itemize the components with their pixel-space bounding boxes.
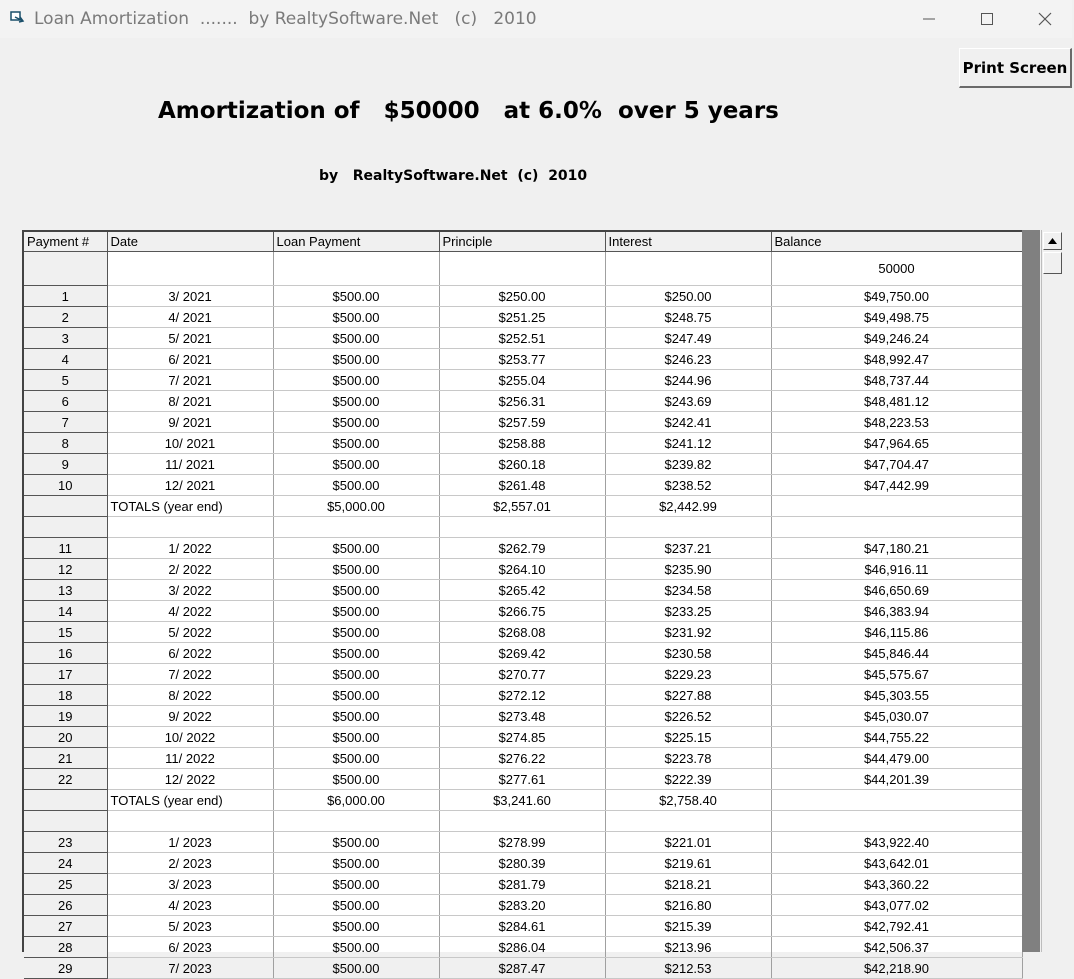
- totals-label-cell: TOTALS (year end): [107, 496, 273, 517]
- close-button[interactable]: [1016, 0, 1074, 38]
- table-row: [24, 916, 1022, 937]
- blank-row: [24, 517, 1022, 538]
- loan-payment-cell: $500.00: [273, 391, 439, 412]
- empty-cell: [771, 517, 1022, 538]
- empty-cell: [107, 517, 273, 538]
- table-row: [24, 538, 1022, 559]
- table-row: [24, 895, 1022, 916]
- loan-payment-cell: [273, 252, 439, 286]
- payment-num-cell: 19: [24, 706, 107, 727]
- interest-cell: $242.41: [605, 412, 771, 433]
- vertical-scrollbar[interactable]: [1041, 230, 1064, 952]
- principle-cell: $280.39: [439, 853, 605, 874]
- balance-cell: $43,360.22: [771, 874, 1022, 895]
- principle-cell: $272.12: [439, 685, 605, 706]
- total-balance-cell: [771, 496, 1022, 517]
- empty-cell: [24, 811, 107, 832]
- payment-num-cell: 21: [24, 748, 107, 769]
- loan-payment-cell: $500.00: [273, 706, 439, 727]
- principle-cell: $268.08: [439, 622, 605, 643]
- date-cell: 7/ 2022: [107, 664, 273, 685]
- principle-cell: $257.59: [439, 412, 605, 433]
- payment-num-cell: 8: [24, 433, 107, 454]
- loan-payment-cell: $500.00: [273, 559, 439, 580]
- interest-cell: $223.78: [605, 748, 771, 769]
- date-cell: 9/ 2021: [107, 412, 273, 433]
- loan-payment-cell: $500.00: [273, 958, 439, 979]
- balance-cell: $44,201.39: [771, 769, 1022, 790]
- date-cell: 7/ 2021: [107, 370, 273, 391]
- date-cell: 10/ 2021: [107, 433, 273, 454]
- date-cell: 5/ 2023: [107, 916, 273, 937]
- payment-num-cell: 22: [24, 769, 107, 790]
- date-cell: 10/ 2022: [107, 727, 273, 748]
- table-row: [24, 853, 1022, 874]
- balance-cell: $46,650.69: [771, 580, 1022, 601]
- row-number-cell: [24, 252, 107, 286]
- column-header-loan-payment: Loan Payment: [273, 232, 439, 252]
- balance-cell: $42,792.41: [771, 916, 1022, 937]
- scroll-up-button[interactable]: [1043, 232, 1062, 250]
- table-row: [24, 664, 1022, 685]
- loan-payment-cell: $500.00: [273, 538, 439, 559]
- page-title: Amortization of $50000 at 6.0% over 5 years: [158, 98, 779, 124]
- total-principle-cell: $3,241.60: [439, 790, 605, 811]
- payment-num-cell: 24: [24, 853, 107, 874]
- balance-cell: $43,642.01: [771, 853, 1022, 874]
- principle-cell: $273.48: [439, 706, 605, 727]
- date-cell: 5/ 2021: [107, 328, 273, 349]
- payment-num-cell: 5: [24, 370, 107, 391]
- balance-cell: $47,964.65: [771, 433, 1022, 454]
- loan-payment-cell: $500.00: [273, 853, 439, 874]
- date-cell: [107, 252, 273, 286]
- initial-balance-row: [24, 252, 1022, 286]
- total-balance-cell: [771, 790, 1022, 811]
- payment-num-cell: 29: [24, 958, 107, 979]
- principle-cell: $283.20: [439, 895, 605, 916]
- empty-cell: [439, 517, 605, 538]
- loan-payment-cell: $500.00: [273, 832, 439, 853]
- title-bar: [0, 0, 1072, 38]
- date-cell: 6/ 2022: [107, 643, 273, 664]
- loan-payment-cell: $500.00: [273, 601, 439, 622]
- interest-cell: $216.80: [605, 895, 771, 916]
- loan-payment-cell: $500.00: [273, 454, 439, 475]
- loan-payment-cell: $500.00: [273, 475, 439, 496]
- table-row: [24, 370, 1022, 391]
- column-header-principle: Principle: [439, 232, 605, 252]
- principle-cell: $253.77: [439, 349, 605, 370]
- interest-cell: $243.69: [605, 391, 771, 412]
- balance-cell: $46,115.86: [771, 622, 1022, 643]
- principle-cell: $270.77: [439, 664, 605, 685]
- principle-cell: $262.79: [439, 538, 605, 559]
- table-row: [24, 475, 1022, 496]
- totals-row: [24, 790, 1022, 811]
- table-row: [24, 433, 1022, 454]
- balance-cell: $46,916.11: [771, 559, 1022, 580]
- principle-cell: $269.42: [439, 643, 605, 664]
- principle-cell: $260.18: [439, 454, 605, 475]
- empty-cell: [273, 811, 439, 832]
- principle-cell: $265.42: [439, 580, 605, 601]
- payment-num-cell: 18: [24, 685, 107, 706]
- payment-num-cell: 17: [24, 664, 107, 685]
- table-row: [24, 307, 1022, 328]
- column-header-date: Date: [107, 232, 273, 252]
- date-cell: 11/ 2021: [107, 454, 273, 475]
- interest-cell: $239.82: [605, 454, 771, 475]
- payment-num-cell: 20: [24, 727, 107, 748]
- interest-cell: $230.58: [605, 643, 771, 664]
- table-row: [24, 874, 1022, 895]
- interest-cell: $221.01: [605, 832, 771, 853]
- interest-cell: $250.00: [605, 286, 771, 307]
- balance-cell: $45,303.55: [771, 685, 1022, 706]
- empty-cell: [605, 811, 771, 832]
- date-cell: 4/ 2021: [107, 307, 273, 328]
- close-icon: [1038, 12, 1052, 26]
- balance-cell: $44,755.22: [771, 727, 1022, 748]
- scroll-thumb[interactable]: [1043, 252, 1062, 274]
- row-number-cell: [24, 496, 107, 517]
- payment-num-cell: 7: [24, 412, 107, 433]
- balance-cell: $48,481.12: [771, 391, 1022, 412]
- interest-cell: $225.15: [605, 727, 771, 748]
- table-row: [24, 391, 1022, 412]
- minimize-icon: [922, 12, 936, 26]
- balance-cell: $49,246.24: [771, 328, 1022, 349]
- interest-cell: [605, 252, 771, 286]
- balance-cell: $42,218.90: [771, 958, 1022, 979]
- balance-cell: $48,223.53: [771, 412, 1022, 433]
- grid-dark-strip: [1022, 230, 1040, 952]
- principle-cell: $286.04: [439, 937, 605, 958]
- interest-cell: $226.52: [605, 706, 771, 727]
- total-interest-cell: $2,758.40: [605, 790, 771, 811]
- date-cell: 6/ 2021: [107, 349, 273, 370]
- interest-cell: $248.75: [605, 307, 771, 328]
- interest-cell: $218.21: [605, 874, 771, 895]
- loan-payment-cell: $500.00: [273, 622, 439, 643]
- balance-cell: $47,442.99: [771, 475, 1022, 496]
- balance-cell: $46,383.94: [771, 601, 1022, 622]
- total-payment-cell: $5,000.00: [273, 496, 439, 517]
- loan-payment-cell: $500.00: [273, 916, 439, 937]
- date-cell: 2/ 2023: [107, 853, 273, 874]
- payment-num-cell: 11: [24, 538, 107, 559]
- balance-cell: $49,498.75: [771, 307, 1022, 328]
- date-cell: 11/ 2022: [107, 748, 273, 769]
- payment-num-cell: 1: [24, 286, 107, 307]
- empty-cell: [273, 517, 439, 538]
- principle-cell: $281.79: [439, 874, 605, 895]
- payment-num-cell: 28: [24, 937, 107, 958]
- table-row: [24, 937, 1022, 958]
- interest-cell: $231.92: [605, 622, 771, 643]
- column-header-interest: Interest: [605, 232, 771, 252]
- principle-cell: $276.22: [439, 748, 605, 769]
- date-cell: 3/ 2021: [107, 286, 273, 307]
- balance-cell: $44,479.00: [771, 748, 1022, 769]
- principle-cell: $261.48: [439, 475, 605, 496]
- table-row: [24, 622, 1022, 643]
- principle-cell: [439, 252, 605, 286]
- table-row: [24, 454, 1022, 475]
- loan-payment-cell: $500.00: [273, 370, 439, 391]
- total-payment-cell: $6,000.00: [273, 790, 439, 811]
- principle-cell: $252.51: [439, 328, 605, 349]
- table-row: [24, 349, 1022, 370]
- principle-cell: $264.10: [439, 559, 605, 580]
- balance-cell: $48,992.47: [771, 349, 1022, 370]
- totals-row: [24, 496, 1022, 517]
- principle-cell: $287.47: [439, 958, 605, 979]
- maximize-icon: [980, 12, 994, 26]
- date-cell: 3/ 2022: [107, 580, 273, 601]
- payment-num-cell: 16: [24, 643, 107, 664]
- interest-cell: $247.49: [605, 328, 771, 349]
- column-header-balance: Balance: [771, 232, 1022, 252]
- date-cell: 6/ 2023: [107, 937, 273, 958]
- payment-num-cell: 26: [24, 895, 107, 916]
- loan-payment-cell: $500.00: [273, 328, 439, 349]
- date-cell: 8/ 2021: [107, 391, 273, 412]
- balance-cell: $47,180.21: [771, 538, 1022, 559]
- table-row: [24, 643, 1022, 664]
- interest-cell: $235.90: [605, 559, 771, 580]
- empty-cell: [24, 517, 107, 538]
- totals-label-cell: TOTALS (year end): [107, 790, 273, 811]
- empty-cell: [771, 811, 1022, 832]
- balance-cell: $45,575.67: [771, 664, 1022, 685]
- interest-cell: $246.23: [605, 349, 771, 370]
- byline: by RealtySoftware.Net (c) 2010: [319, 168, 588, 184]
- date-cell: 4/ 2023: [107, 895, 273, 916]
- loan-payment-cell: $500.00: [273, 748, 439, 769]
- interest-cell: $229.23: [605, 664, 771, 685]
- loan-payment-cell: $500.00: [273, 433, 439, 454]
- empty-cell: [605, 517, 771, 538]
- payment-num-cell: 12: [24, 559, 107, 580]
- empty-cell: [439, 811, 605, 832]
- balance-cell: $45,846.44: [771, 643, 1022, 664]
- payment-num-cell: 15: [24, 622, 107, 643]
- payment-num-cell: 14: [24, 601, 107, 622]
- principle-cell: $266.75: [439, 601, 605, 622]
- payment-num-cell: 4: [24, 349, 107, 370]
- column-header-payment-num: Payment #: [24, 232, 107, 252]
- loan-payment-cell: $500.00: [273, 412, 439, 433]
- interest-cell: $237.21: [605, 538, 771, 559]
- loan-payment-cell: $500.00: [273, 286, 439, 307]
- payment-num-cell: 6: [24, 391, 107, 412]
- principle-cell: $277.61: [439, 769, 605, 790]
- interest-cell: $241.12: [605, 433, 771, 454]
- table-row: [24, 748, 1022, 769]
- loan-payment-cell: $500.00: [273, 307, 439, 328]
- loan-payment-cell: $500.00: [273, 580, 439, 601]
- app-icon: [10, 11, 24, 23]
- loan-payment-cell: $500.00: [273, 937, 439, 958]
- principle-cell: $255.04: [439, 370, 605, 391]
- table-header-row: [24, 232, 1022, 252]
- date-cell: 1/ 2022: [107, 538, 273, 559]
- interest-cell: $227.88: [605, 685, 771, 706]
- total-principle-cell: $2,557.01: [439, 496, 605, 517]
- balance-cell: $43,077.02: [771, 895, 1022, 916]
- loan-payment-cell: $500.00: [273, 664, 439, 685]
- interest-cell: $213.96: [605, 937, 771, 958]
- date-cell: 12/ 2022: [107, 769, 273, 790]
- interest-cell: $222.39: [605, 769, 771, 790]
- minimize-button[interactable]: [900, 0, 958, 38]
- date-cell: 12/ 2021: [107, 475, 273, 496]
- balance-cell: $49,750.00: [771, 286, 1022, 307]
- principle-cell: $274.85: [439, 727, 605, 748]
- principle-cell: $251.25: [439, 307, 605, 328]
- table-row: [24, 832, 1022, 853]
- interest-cell: $233.25: [605, 601, 771, 622]
- table-row: [24, 727, 1022, 748]
- table-row: [24, 706, 1022, 727]
- scroll-up-arrow-icon: [1048, 238, 1057, 244]
- date-cell: 3/ 2023: [107, 874, 273, 895]
- payment-num-cell: 3: [24, 328, 107, 349]
- date-cell: 7/ 2023: [107, 958, 273, 979]
- balance-cell: $45,030.07: [771, 706, 1022, 727]
- principle-cell: $256.31: [439, 391, 605, 412]
- principle-cell: $250.00: [439, 286, 605, 307]
- payment-num-cell: 23: [24, 832, 107, 853]
- interest-cell: $212.53: [605, 958, 771, 979]
- date-cell: 2/ 2022: [107, 559, 273, 580]
- interest-cell: $234.58: [605, 580, 771, 601]
- payment-num-cell: 2: [24, 307, 107, 328]
- date-cell: 5/ 2022: [107, 622, 273, 643]
- loan-payment-cell: $500.00: [273, 874, 439, 895]
- payment-num-cell: 25: [24, 874, 107, 895]
- table-row: [24, 328, 1022, 349]
- table-row: [24, 559, 1022, 580]
- loan-payment-cell: $500.00: [273, 727, 439, 748]
- payment-num-cell: 27: [24, 916, 107, 937]
- window-title: Loan Amortization ....... by RealtySoftware.Net (c) 2010: [34, 9, 537, 29]
- loan-payment-cell: $500.00: [273, 643, 439, 664]
- principle-cell: $278.99: [439, 832, 605, 853]
- balance-cell: $48,737.44: [771, 370, 1022, 391]
- total-interest-cell: $2,442.99: [605, 496, 771, 517]
- balance-cell: $47,704.47: [771, 454, 1022, 475]
- interest-cell: $219.61: [605, 853, 771, 874]
- table-row: [24, 286, 1022, 307]
- table-row: [24, 580, 1022, 601]
- table-row: [24, 412, 1022, 433]
- empty-cell: [107, 811, 273, 832]
- interest-cell: $215.39: [605, 916, 771, 937]
- amortization-table[interactable]: [22, 230, 1022, 976]
- date-cell: 4/ 2022: [107, 601, 273, 622]
- table-row: [24, 685, 1022, 706]
- payment-num-cell: 13: [24, 580, 107, 601]
- payment-num-cell: 10: [24, 475, 107, 496]
- payment-num-cell: 9: [24, 454, 107, 475]
- balance-cell: $43,922.40: [771, 832, 1022, 853]
- principle-cell: $258.88: [439, 433, 605, 454]
- date-cell: 9/ 2022: [107, 706, 273, 727]
- loan-payment-cell: $500.00: [273, 769, 439, 790]
- interest-cell: $244.96: [605, 370, 771, 391]
- balance-cell: $42,506.37: [771, 937, 1022, 958]
- table-row: [24, 769, 1022, 790]
- maximize-button[interactable]: [958, 0, 1016, 38]
- table-row: [24, 958, 1022, 979]
- interest-cell: $238.52: [605, 475, 771, 496]
- print-screen-button[interactable]: Print Screen: [959, 48, 1072, 88]
- blank-row: [24, 811, 1022, 832]
- row-number-cell: [24, 790, 107, 811]
- principle-cell: $284.61: [439, 916, 605, 937]
- date-cell: 1/ 2023: [107, 832, 273, 853]
- loan-payment-cell: $500.00: [273, 895, 439, 916]
- date-cell: 8/ 2022: [107, 685, 273, 706]
- initial-balance-cell: 50000: [771, 252, 1022, 286]
- table-row: [24, 601, 1022, 622]
- loan-payment-cell: $500.00: [273, 349, 439, 370]
- loan-payment-cell: $500.00: [273, 685, 439, 706]
